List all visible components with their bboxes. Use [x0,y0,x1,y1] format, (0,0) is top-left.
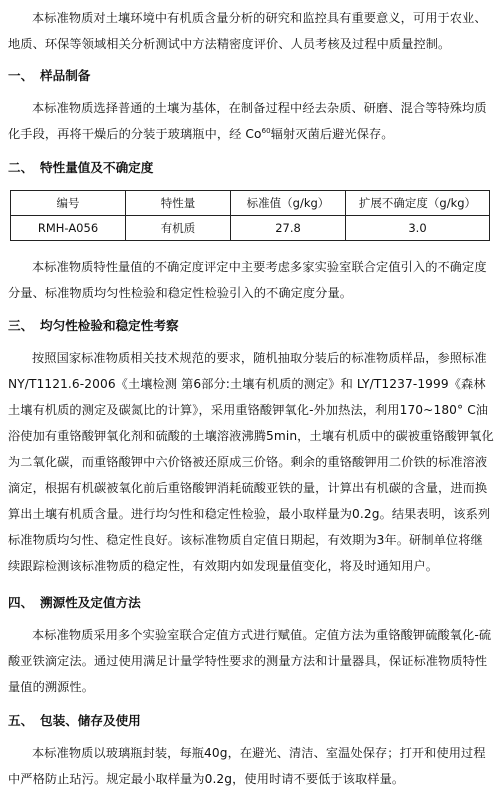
section-5-number: 五、 [8,713,34,728]
section-3-heading [0,313,187,339]
section-4-title: 溯源性及定值方法 [40,595,141,610]
table-cell-uncertainty: 3.0 [346,216,490,241]
section-1-heading [0,63,98,89]
section-3-number: 三、 [8,318,34,333]
section-2-number: 二、 [8,160,34,175]
table-header-standard-value: 标准值（g/kg） [231,191,346,216]
spec-table [10,190,490,241]
section-1-title: 样品制备 [40,68,91,83]
section-4-number: 四、 [8,595,34,610]
section-5-paragraph: 本标准物质以玻璃瓶封装，每瓶40g，在避光、清洁、室温处保存；打开和使用过程中严格防止玷污。规定最小取样量为0.2g，使用时请不要低于该取样量。 [8,746,486,786]
section-2-paragraph: 本标准物质特性量值的不确定度评定中主要考虑多家实验室联合定值引入的不确定度分量、标准物质均匀性检验和稳定性检验引入的不确定度分量。 [8,260,487,300]
table-cell-standard-value: 27.8 [231,216,346,241]
spec-table-wrapper [0,186,490,241]
section-5-heading [0,708,149,734]
table-row [11,216,490,241]
table-cell-id: RMH-A056 [11,216,126,241]
intro-paragraph: 本标准物质对土壤环境中有机质含量分析的研究和监控具有重要意义，可用于农业、地质、环保等领域相关分析测试中方法精密度评价、人员考核及过程中质量控制。 [8,11,487,51]
section-3-title: 均匀性检验和稳定性考察 [40,318,179,333]
table-header-property: 特性量 [126,191,231,216]
section-5-title: 包装、储存及使用 [40,713,141,728]
section-2-heading [0,155,161,181]
section-4-heading [0,590,149,616]
section-4-paragraph: 本标准物质采用多个实验室联合定值方式进行赋值。定值方法为重铬酸钾硫酸氧化-硫酸亚铁滴定法。通过使用满足计量学特性要求的测量方法和计量器具，保证标准物质特性量值的溯源性。 [8,628,492,694]
section-1-paragraph [0,95,502,147]
table-cell-property: 有机质 [126,216,231,241]
section-1-number: 一、 [8,68,34,83]
section-1-superscript: 60 [261,126,271,135]
table-header-id: 编号 [11,191,126,216]
section-1-text-after: 辐射灭菌后避光保存。 [270,127,394,141]
section-1-text-before: 本标准物质选择普通的土壤为基体，在制备过程中经去杂质、研磨、混合等特殊均质化手段，再将干燥后的分装于玻璃瓶中，经 Co [8,101,487,141]
spec-table-header-row [11,191,490,216]
section-2-title: 特性量值及不确定度 [40,160,154,175]
table-header-uncertainty: 扩展不确定度（g/kg） [346,191,490,216]
section-3-paragraph: 按照国家标准物质相关技术规范的要求，随机抽取分装后的标准物质样品，参照标准 NY/T1121.6-2006《土壤检测 第6部分:土壤有机质的测定》和 LY/T1237-1999《森林土壤有机质的测定及碳氮比的计算》，采用重铬酸钾氧化-外加热法，利用170~180° C油浴使加有重铬酸钾氧化剂和硫酸的土壤溶液沸腾5min，土壤有机质中的碳被重铬酸钾氧化为二氧化碳，而重铬酸钾中六价铬被还原成三价铬。剩余的重铬酸钾用二价铁的标准溶液滴定，根据有机碳被氧化前后重铬酸钾消耗硫酸亚铁的量，计算出有机碳的含量，进而换算出土壤有机质含量。进行均匀性和稳定性检验，最小取样量为0.2g。结果表明，该系列标准物质均匀性、稳定性良好。该标准物质自定值日期起，有效期为3年。研制单位将继续跟踪检测该标准物质的稳定性，有效期内如发现量值变化，将及时通知用户。 [8,351,494,573]
